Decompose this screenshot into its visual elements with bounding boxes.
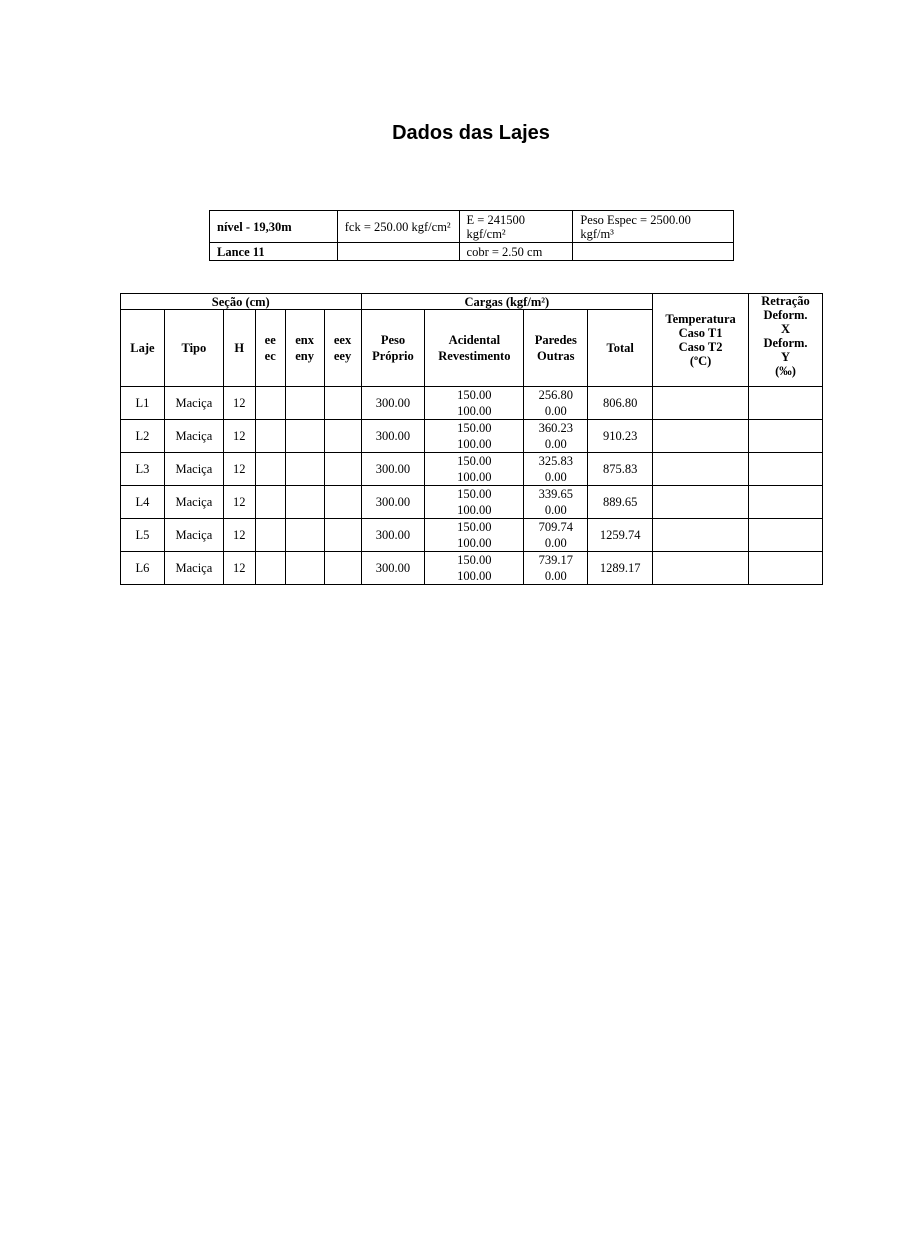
total-header: Total [588, 310, 653, 387]
enx-cell [285, 519, 324, 552]
ee-cell [255, 552, 285, 585]
peso-line: Peso [380, 333, 406, 347]
paredes-cell-outras: 0.00 [544, 470, 567, 484]
peso-espec-value: Peso Espec = 2500.00 kgf/m³ [573, 211, 734, 243]
lance-label: Lance 11 [210, 243, 338, 261]
paredes-cell [524, 387, 588, 420]
retracao-cell [749, 387, 823, 420]
tipo-cell: Maciça [164, 519, 223, 552]
temperatura-cell [653, 420, 749, 453]
temperatura-cell [653, 486, 749, 519]
deform-x-line: Deform. [763, 308, 808, 322]
retracao-cell [749, 420, 823, 453]
acidental-cell [425, 552, 524, 585]
peso-cell: 300.00 [361, 453, 425, 486]
ee-cell [255, 453, 285, 486]
temperatura-cell [653, 387, 749, 420]
paredes-cell [524, 552, 588, 585]
cobr-value: cobr = 2.50 cm [459, 243, 573, 261]
enx-cell [285, 420, 324, 453]
fck-value: fck = 250.00 kgf/cm² [337, 211, 459, 243]
revestimento-line: Revestimento [438, 349, 511, 363]
h-cell: 12 [223, 453, 255, 486]
enx-cell [285, 387, 324, 420]
acidental-cell-acidental: 150.00 [457, 487, 492, 501]
retracao-cell [749, 486, 823, 519]
enx-cell [285, 453, 324, 486]
total-cell: 806.80 [588, 387, 653, 420]
laje-cell: L4 [121, 486, 165, 519]
eey-line: eey [333, 349, 352, 363]
paredes-cell [524, 486, 588, 519]
paredes-cell-paredes: 360.23 [538, 421, 573, 435]
eex-line: eex [333, 333, 352, 347]
total-cell: 1259.74 [588, 519, 653, 552]
laje-cell: L3 [121, 453, 165, 486]
eex-cell [324, 552, 361, 585]
retracao-header [749, 294, 823, 387]
table-row [121, 387, 823, 420]
secao-group-header: Seção (cm) [121, 294, 362, 310]
temperatura-cell [653, 552, 749, 585]
table-row [121, 552, 823, 585]
peso-cell: 300.00 [361, 420, 425, 453]
acidental-header [425, 310, 524, 387]
table-row [121, 486, 823, 519]
laje-cell: L6 [121, 552, 165, 585]
tipo-header: Tipo [164, 310, 223, 387]
table-row [121, 453, 823, 486]
info-table [209, 210, 734, 261]
retr-unit-line: (‰) [775, 364, 796, 378]
peso-cell: 300.00 [361, 552, 425, 585]
tipo-cell: Maciça [164, 420, 223, 453]
lajes-table [120, 293, 823, 585]
tipo-cell: Maciça [164, 453, 223, 486]
paredes-cell-outras: 0.00 [544, 437, 567, 451]
ee-cell [255, 387, 285, 420]
h-cell: 12 [223, 552, 255, 585]
enx-header [285, 310, 324, 387]
acidental-line: Acidental [448, 333, 501, 347]
ec-line: ec [264, 349, 276, 363]
paredes-cell-paredes: 339.65 [538, 487, 573, 501]
retracao-cell [749, 453, 823, 486]
eny-line: eny [295, 349, 314, 363]
total-cell: 875.83 [588, 453, 653, 486]
paredes-cell-paredes: 325.83 [538, 454, 573, 468]
acidental-cell-acidental: 150.00 [457, 388, 492, 402]
ee-cell [255, 420, 285, 453]
acidental-cell-revestimento: 100.00 [457, 503, 492, 517]
acidental-cell-acidental: 150.00 [457, 421, 492, 435]
eex-header [324, 310, 361, 387]
table-body [121, 387, 823, 585]
caso-t2-line: Caso T2 [678, 340, 723, 354]
paredes-cell-paredes: 709.74 [538, 520, 573, 534]
eex-cell [324, 453, 361, 486]
laje-header: Laje [121, 310, 165, 387]
paredes-cell [524, 453, 588, 486]
acidental-cell-acidental: 150.00 [457, 553, 492, 567]
page-title: Dados das Lajes [392, 122, 550, 144]
retracao-cell [749, 519, 823, 552]
eex-cell [324, 486, 361, 519]
paredes-cell-paredes: 256.80 [538, 388, 573, 402]
retracao-line: Retração [761, 294, 810, 308]
empty-cell [337, 243, 459, 261]
acidental-cell-revestimento: 100.00 [457, 536, 492, 550]
y-line: Y [780, 350, 791, 364]
enx-cell [285, 486, 324, 519]
peso-header [361, 310, 425, 387]
paredes-line: Paredes [534, 333, 577, 347]
acidental-cell [425, 387, 524, 420]
ee-cell [255, 519, 285, 552]
proprio-line: Próprio [372, 349, 414, 363]
temperatura-header [653, 294, 749, 387]
acidental-cell-acidental: 150.00 [457, 454, 492, 468]
cargas-group-header: Cargas (kgf/m²) [361, 294, 653, 310]
temperatura-cell [653, 519, 749, 552]
tipo-cell: Maciça [164, 387, 223, 420]
paredes-cell-outras: 0.00 [544, 404, 567, 418]
enx-line: enx [295, 333, 314, 347]
total-cell: 1289.17 [588, 552, 653, 585]
total-cell: 910.23 [588, 420, 653, 453]
h-cell: 12 [223, 420, 255, 453]
acidental-cell-revestimento: 100.00 [457, 569, 492, 583]
eex-cell [324, 420, 361, 453]
ee-header [255, 310, 285, 387]
laje-cell: L5 [121, 519, 165, 552]
peso-cell: 300.00 [361, 387, 425, 420]
acidental-cell [425, 486, 524, 519]
nivel-label: nível - 19,30m [210, 211, 338, 243]
h-header: H [223, 310, 255, 387]
acidental-cell [425, 453, 524, 486]
peso-cell: 300.00 [361, 519, 425, 552]
eex-cell [324, 387, 361, 420]
acidental-cell-revestimento: 100.00 [457, 404, 492, 418]
acidental-cell-revestimento: 100.00 [457, 470, 492, 484]
e-value: E = 241500 kgf/cm² [459, 211, 573, 243]
table-row [121, 519, 823, 552]
x-line: X [780, 322, 791, 336]
temperatura-cell [653, 453, 749, 486]
tipo-cell: Maciça [164, 486, 223, 519]
h-cell: 12 [223, 486, 255, 519]
deform-y-line: Deform. [763, 336, 808, 350]
empty-cell [573, 243, 734, 261]
outras-line: Outras [537, 349, 575, 363]
paredes-cell-paredes: 739.17 [538, 553, 573, 567]
paredes-cell-outras: 0.00 [544, 536, 567, 550]
peso-cell: 300.00 [361, 486, 425, 519]
acidental-cell-revestimento: 100.00 [457, 437, 492, 451]
table-row [121, 420, 823, 453]
h-cell: 12 [223, 387, 255, 420]
tipo-cell: Maciça [164, 552, 223, 585]
paredes-header [524, 310, 588, 387]
h-cell: 12 [223, 519, 255, 552]
acidental-cell [425, 420, 524, 453]
paredes-cell [524, 420, 588, 453]
temp-unit-line: (ºC) [689, 354, 712, 368]
ee-cell [255, 486, 285, 519]
laje-cell: L1 [121, 387, 165, 420]
total-cell: 889.65 [588, 486, 653, 519]
eex-cell [324, 519, 361, 552]
caso-t1-line: Caso T1 [678, 326, 723, 340]
paredes-cell-outras: 0.00 [544, 503, 567, 517]
retracao-cell [749, 552, 823, 585]
paredes-cell [524, 519, 588, 552]
paredes-cell-outras: 0.00 [544, 569, 567, 583]
acidental-cell-acidental: 150.00 [457, 520, 492, 534]
laje-cell: L2 [121, 420, 165, 453]
enx-cell [285, 552, 324, 585]
ee-line: ee [264, 333, 276, 347]
temperatura-line: Temperatura [665, 312, 736, 326]
acidental-cell [425, 519, 524, 552]
